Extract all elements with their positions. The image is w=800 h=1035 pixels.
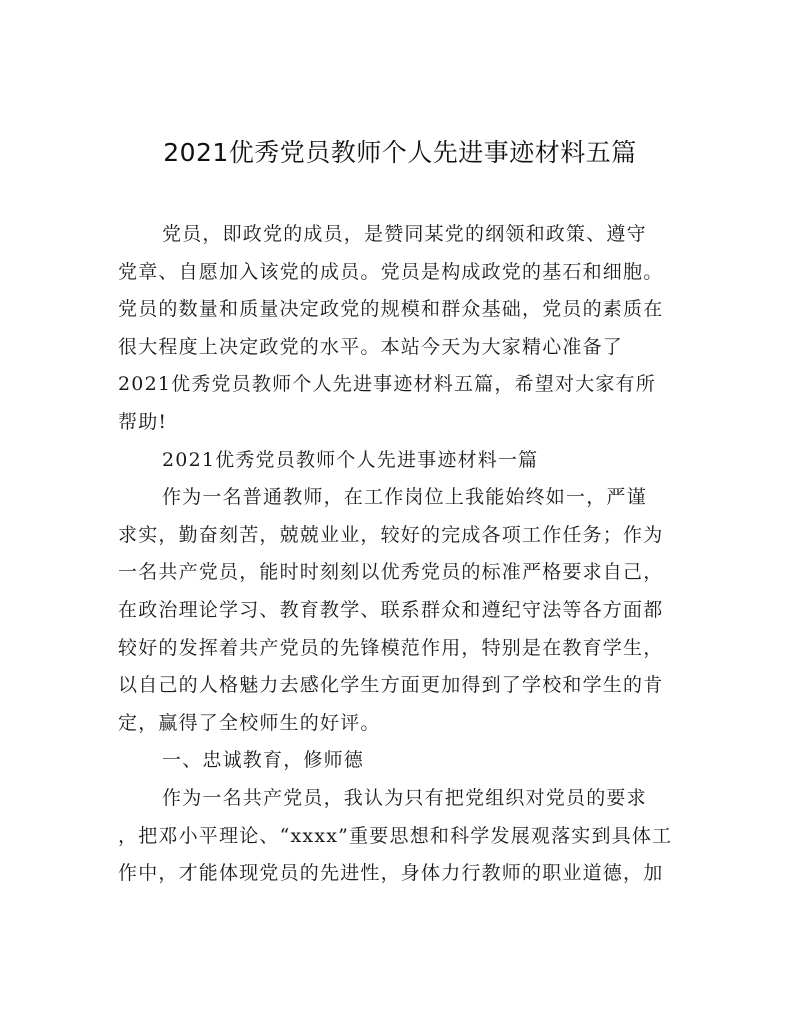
paragraph-line: 在政治理论学习、教育教学、联系群众和遵纪守法等各方面都 [118, 598, 664, 621]
paragraph-line: 很大程度上决定政党的水平。本站今天为大家精心准备了 [118, 335, 624, 358]
paragraph-line: 以自己的人格魅力去感化学生方面更加得到了学校和学生的肯 [118, 674, 664, 697]
paragraph-line: 党员的数量和质量决定政党的规模和群众基础，党员的素质在 [118, 298, 664, 321]
paragraph-line: 求实，勤奋刻苦，兢兢业业，较好的完成各项工作任务；作为 [118, 523, 664, 546]
paragraph-line: 作为一名共产党员，我认为只有把党组织对党员的要求 [162, 786, 647, 809]
section-heading: 2021优秀党员教师个人先进事迹材料一篇 [162, 448, 539, 471]
paragraph-line: 作中，才能体现党员的先进性，身体力行教师的职业道德，加 [118, 862, 664, 885]
document-title: 2021优秀党员教师个人先进事迹材料五篇 [163, 138, 637, 167]
paragraph-line: 帮助! [118, 410, 168, 433]
paragraph-line: 一名共产党员，能时时刻刻以优秀党员的标准严格要求自己， [118, 561, 664, 584]
paragraph-line: 定，赢得了全校师生的好评。 [118, 711, 381, 734]
paragraph-line: ，把邓小平理论、“xxxx”重要思想和科学发展观落实到具体工 [118, 824, 673, 847]
subsection-heading: 一、忠诚教育，修师德 [162, 749, 365, 772]
document-body [118, 216, 686, 893]
paragraph-line: 党员，即政党的成员，是赞同某党的纲领和政策、遵守 [162, 223, 647, 245]
paragraph-line: 较好的发挥着共产党员的先锋模范作用，特别是在教育学生， [118, 636, 664, 659]
paragraph-line: 党章、自愿加入该党的成员。党员是构成政党的基石和细胞。 [118, 260, 664, 283]
paragraph-line: 作为一名普通教师，在工作岗位上我能始终如一，严谨 [162, 486, 647, 509]
paragraph-line: 2021优秀党员教师个人先进事迹材料五篇，希望对大家有所 [118, 373, 656, 396]
